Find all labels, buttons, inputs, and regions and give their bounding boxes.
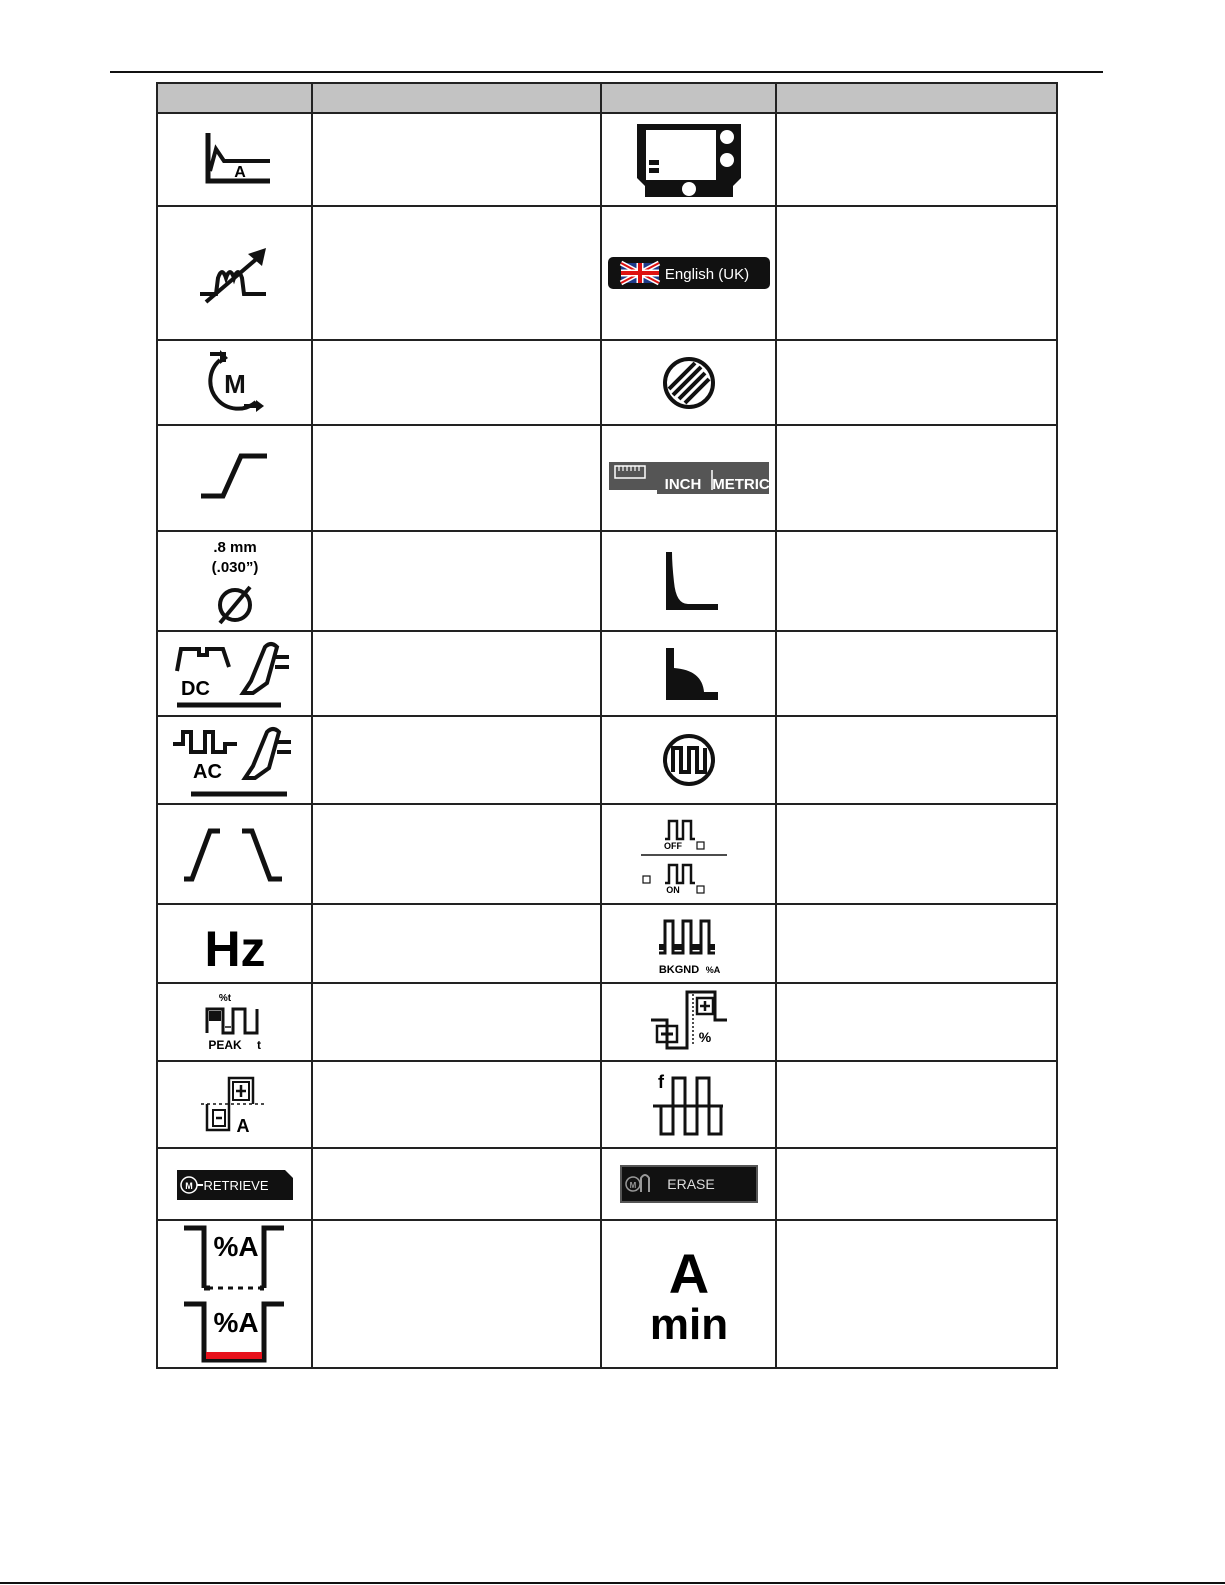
pulse-off-label: OFF (663, 841, 682, 851)
cv-curve-icon (654, 642, 724, 706)
freq-label: f (657, 1071, 664, 1092)
header-cell-2 (312, 83, 601, 113)
language-label: English (UK) (664, 266, 749, 283)
table-row (157, 206, 1057, 340)
wire-diameter-icon (190, 535, 280, 627)
crater-top-label: %A (212, 1231, 259, 1262)
footer-rule (0, 1582, 1225, 1584)
uk-flag-icon (621, 263, 659, 283)
frequency-icon (190, 914, 280, 974)
offset-a-label: A (236, 1115, 249, 1136)
dc-offset-icon (195, 1072, 275, 1138)
hot-start-label: A (233, 163, 246, 181)
table-row (157, 631, 1057, 716)
units-toggle[interactable] (607, 458, 771, 498)
svg-text:M: M (629, 1181, 636, 1190)
amin-min-label: min (649, 1300, 728, 1349)
amin-a-label: A (668, 1242, 709, 1305)
pulse-on-off-icon (639, 811, 739, 897)
svg-text:M: M (184, 1181, 193, 1191)
control-panel-icon (634, 120, 744, 200)
erase-button[interactable] (619, 1164, 759, 1204)
table-row (157, 904, 1057, 983)
balance-pct-label: % (698, 1029, 711, 1045)
dc-tig-icon (171, 637, 299, 711)
bkgnd-label: BKGND (658, 963, 699, 976)
language-button[interactable] (607, 255, 771, 291)
ac-tig-icon (171, 722, 299, 798)
peak-pct-label: %t (218, 993, 231, 1004)
dc-label: DC (180, 677, 210, 700)
upslope-icon (195, 448, 275, 508)
peak-label: PEAK (207, 1038, 242, 1052)
ac-label: AC (192, 761, 222, 783)
amps-per-minute-icon (634, 1239, 744, 1349)
cc-curve-icon (654, 546, 724, 616)
crater-level-bar (206, 1352, 262, 1359)
table-row (157, 531, 1057, 631)
header-rule (110, 71, 1103, 73)
header-cell-4 (776, 83, 1057, 113)
table-row (157, 716, 1057, 804)
bkgnd-pct-label: %A (705, 964, 720, 975)
arc-force-icon (190, 238, 280, 308)
table-row (157, 425, 1057, 531)
crater-bottom-label: %A (212, 1307, 259, 1338)
table-row (157, 340, 1057, 425)
pulse-icon (659, 730, 719, 790)
table-header-row (157, 83, 1057, 113)
peak-t-label: t (256, 1038, 261, 1052)
table-row (157, 804, 1057, 904)
background-current-icon (649, 909, 729, 979)
header-cell-1 (157, 83, 312, 113)
table-row (157, 1061, 1057, 1148)
table-row (157, 1220, 1057, 1368)
ac-balance-icon (647, 990, 731, 1054)
table-row (157, 983, 1057, 1061)
hz-label: Hz (203, 920, 266, 974)
header-cell-3 (601, 83, 776, 113)
symbol-table (156, 82, 1058, 1369)
ac-frequency-icon (649, 1072, 729, 1138)
hot-start-icon (190, 125, 280, 195)
erase-label: ERASE (666, 1176, 715, 1192)
metric-label: METRIC (711, 476, 770, 493)
slope-icon (180, 821, 290, 887)
memory-icon (200, 348, 270, 418)
crater-current-icon (180, 1222, 290, 1366)
wire-diameter-mm: .8 mm (212, 539, 257, 556)
retrieve-button[interactable] (175, 1166, 295, 1202)
table-row (157, 113, 1057, 206)
svg-text:M: M (223, 368, 246, 399)
inch-label: INCH (664, 476, 701, 493)
pulse-on-label: ON (665, 885, 680, 895)
table-row (157, 1148, 1057, 1220)
retrieve-label: RETRIEVE (202, 1178, 269, 1193)
peak-time-icon (195, 989, 275, 1055)
wire-feed-icon (659, 353, 719, 413)
wire-diameter-inch: (.030”) (211, 559, 258, 576)
